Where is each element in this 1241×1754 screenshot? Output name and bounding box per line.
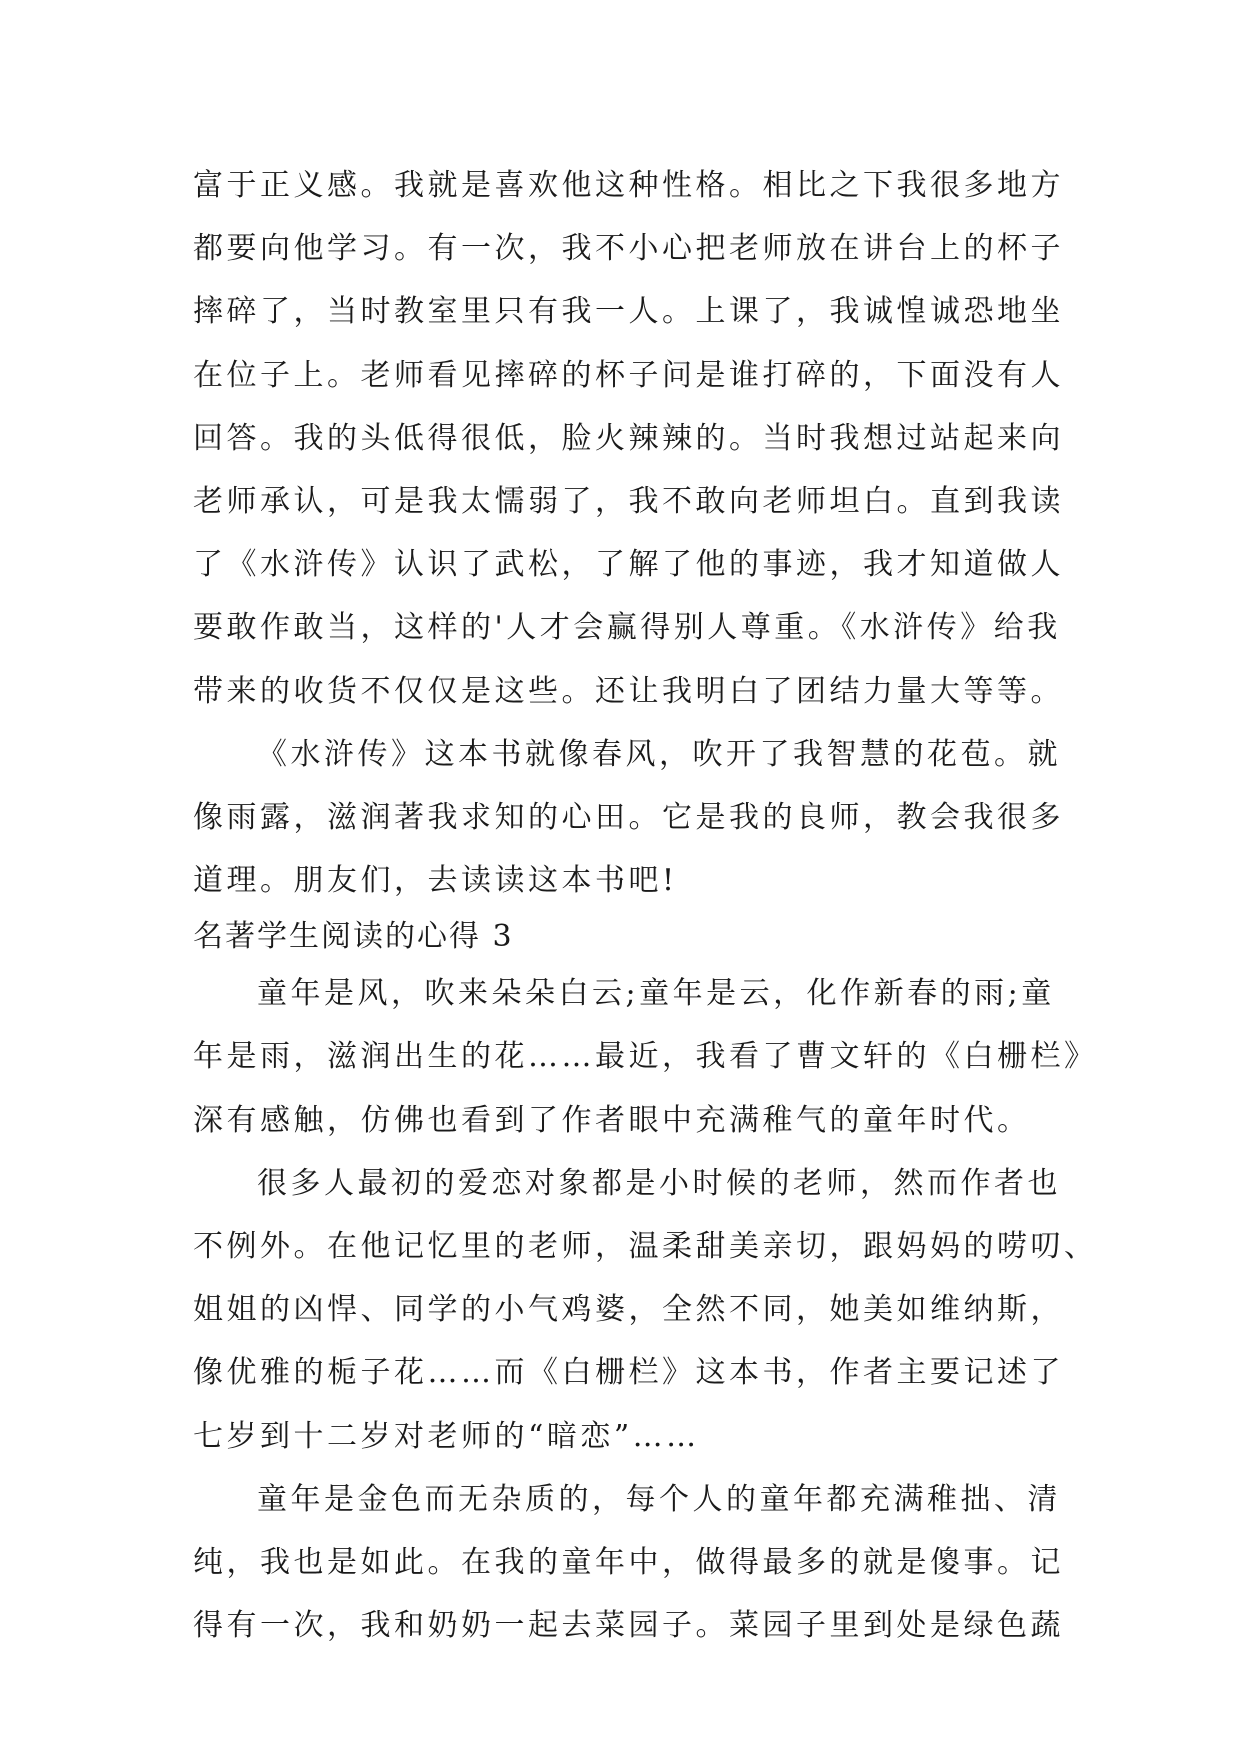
paragraph-start-line: 童年是金色而无杂质的，每个人的童年都充满稚拙、清 [257,1481,1061,1517]
text-line: 要敢作敢当，这样的'人才会赢得别人尊重。《水浒传》给我 [193,610,1061,646]
text-line: 像雨露，滋润著我求知的心田。它是我的良师，教会我很多 [193,799,1064,835]
text-line: 姐姐的凶悍、同学的小气鸡婆，全然不同，她美如维纳斯， [193,1292,1064,1328]
text-line: 回答。我的头低得很低，脸火辣辣的。当时我想过站起来向 [193,420,1064,456]
text-line: 得有一次，我和奶奶一起去菜园子。菜园子里到处是绿色蔬 [193,1608,1064,1644]
text-line: 七岁到十二岁对老师的“暗恋”…… [193,1418,700,1454]
text-line: 年是雨，滋润出生的花……最近，我看了曹文轩的《白栅栏》 [193,1039,1098,1075]
text-line: 了《水浒传》认识了武松，了解了他的事迹，我才知道做人 [193,547,1064,583]
document-body [193,154,1098,1657]
paragraph-start-line: 童年是风，吹来朵朵白云;童年是云，化作新春的雨;童 [257,976,1055,1012]
text-line: 带来的收货不仅仅是这些。还让我明白了团结力量大等等。 [193,673,1064,709]
text-line: 老师承认，可是我太懦弱了，我不敢向老师坦白。直到我读 [193,483,1064,519]
text-line: 深有感触，仿佛也看到了作者眼中充满稚气的童年时代。 [193,1102,1031,1138]
paragraph-start-line: 《水浒传》这本书就像春风，吹开了我智慧的花苞。就 [257,736,1061,772]
paragraph-start-line: 很多人最初的爱恋对象都是小时候的老师，然而作者也 [257,1165,1061,1201]
text-line: 纯，我也是如此。在我的童年中，做得最多的就是傻事。记 [193,1544,1064,1580]
text-line: 都要向他学习。有一次，我不小心把老师放在讲台上的杯子 [193,231,1064,267]
text-line: 像优雅的栀子花……而《白栅栏》这本书，作者主要记述了 [193,1355,1064,1391]
text-line: 富于正义感。我就是喜欢他这种性格。相比之下我很多地方 [193,168,1064,203]
text-line: 在位子上。老师看见摔碎的杯子问是谁打碎的，下面没有人 [193,357,1064,393]
text-line: 摔碎了，当时教室里只有我一人。上课了，我诚惶诚恐地坐 [193,294,1064,330]
text-line: 道理。朋友们，去读读这本书吧! [193,863,678,899]
text-line: 不例外。在他记忆里的老师，温柔甜美亲切，跟妈妈的唠叨、 [193,1229,1098,1264]
section-heading: 名著学生阅读的心得 3 [193,919,514,955]
